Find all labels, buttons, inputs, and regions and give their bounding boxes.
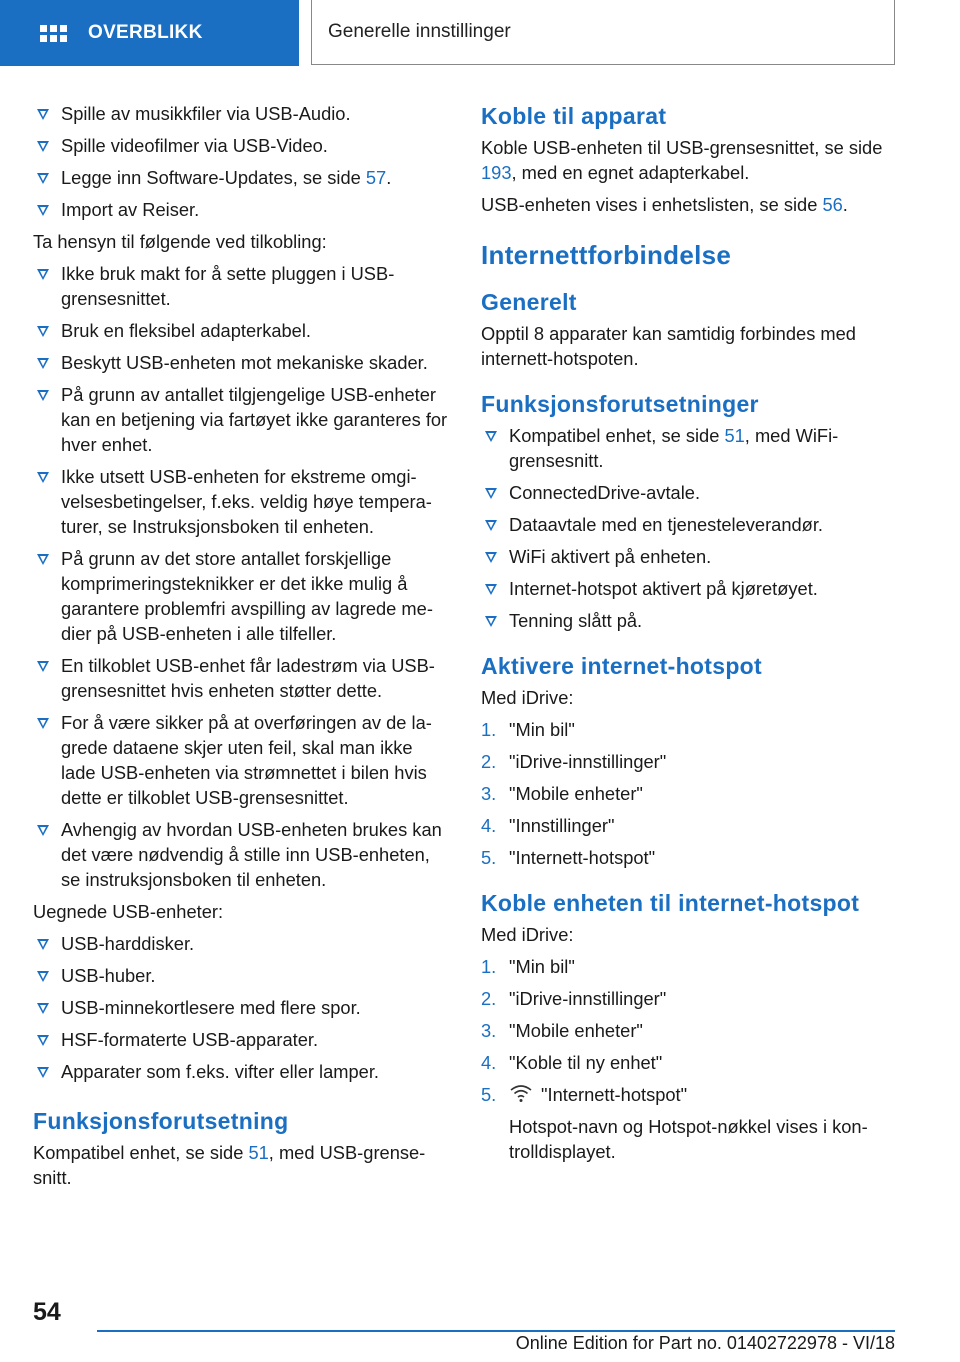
heading-internet-connection: Internettforbindelse — [481, 240, 732, 270]
list-item: Kompatibel enhet, se side 51, med WiFi-grensesnitt. — [481, 423, 901, 473]
list-item: Legge inn Software-Updates, se side 57. — [33, 165, 449, 190]
page-link[interactable]: 56 — [822, 194, 843, 215]
paragraph: Kompatibel enhet, se side 51, med USB-grensesnitt. — [33, 1142, 426, 1188]
bullet-triangle-icon — [485, 520, 497, 531]
bullet-triangle-icon — [37, 718, 49, 729]
bullet-triangle-icon — [37, 205, 49, 216]
bullet-triangle-icon — [37, 939, 49, 950]
step-item: 5. "Internett-hotspot" — [481, 847, 656, 868]
footer-divider — [97, 1330, 895, 1332]
paragraph: Opptil 8 apparater kan samtidig forbindes med internett-hotspoten. — [481, 323, 856, 369]
page-link[interactable]: 51 — [248, 1142, 269, 1163]
wifi-icon — [509, 1083, 533, 1109]
heading-connect-to-hotspot: Koble enheten til internet-hotspot — [481, 890, 860, 916]
step-item: 3. "Mobile enheter" — [481, 783, 643, 804]
section-title: Generelle innstillinger — [328, 21, 511, 42]
list-item: Beskytt USB-enheten mot mekaniske skader. — [33, 350, 449, 375]
bullet-triangle-icon — [37, 1003, 49, 1014]
list-item: Dataavtale med en tjenesteleverandør. — [481, 512, 901, 537]
bullet-triangle-icon — [37, 109, 49, 120]
step-item: 2. "iDrive-innstillinger" — [481, 751, 667, 772]
step-note: Hotspot-navn og Hotspot-nøkkel vises i kontrolldisplayet. — [509, 1116, 868, 1162]
page-number: 54 — [33, 1298, 61, 1326]
bullet-triangle-icon — [485, 616, 497, 627]
step-item: 1. "Min bil" — [481, 719, 575, 740]
list-item: WiFi aktivert på enheten. — [481, 544, 901, 569]
heading-general: Generelt — [481, 289, 577, 315]
list-item: ConnectedDrive-avtale. — [481, 480, 901, 505]
page-link[interactable]: 193 — [481, 162, 512, 183]
left-column — [33, 101, 449, 1197]
bullet-triangle-icon — [37, 358, 49, 369]
bullet-triangle-icon — [37, 661, 49, 672]
list-item: En tilkoblet USB-enhet får ladestrøm via USB-grensesnittet hvis enheten støtter dette. — [33, 653, 449, 703]
list-item: USB-minnekortlesere med flere spor. — [33, 995, 449, 1020]
list-item: Bruk en fleksibel adapterkabel. — [33, 318, 449, 343]
edition-text: Online Edition for Part no. 01402722978 - VI/18 — [515, 1333, 895, 1353]
bullet-triangle-icon — [37, 472, 49, 483]
paragraph: Med iDrive: — [481, 687, 574, 708]
step-item: 1. "Min bil" — [481, 956, 575, 977]
step-item: 4. "Koble til ny enhet" — [481, 1052, 663, 1073]
paragraph: USB-enheten vises i enhetslisten, se side 56. — [481, 194, 848, 215]
list-item: Import av Reiser. — [33, 197, 449, 222]
heading-requirements: Funksjonsforutsetninger — [481, 391, 759, 417]
list-item: USB-harddisker. — [33, 931, 449, 956]
bullet-triangle-icon — [37, 1067, 49, 1078]
grid-menu-icon — [40, 25, 67, 42]
list-item: Apparater som f.eks. vifter eller lamper. — [33, 1059, 449, 1084]
step-item: 2. "iDrive-innstillinger" — [481, 988, 667, 1009]
list-item: Ikke utsett USB-enheten for ekstreme omgivelsesbetingelser, f.eks. veldig høye temperaturer, se Instruksjonsboken til enheten. — [33, 464, 449, 539]
list-item: HSF-formaterte USB-apparater. — [33, 1027, 449, 1052]
list-item: Tenning slått på. — [481, 608, 901, 633]
heading-activate-hotspot: Aktivere internet-hotspot — [481, 653, 762, 679]
step-item: 4. "Innstillinger" — [481, 815, 615, 836]
bullet-triangle-icon — [37, 269, 49, 280]
paragraph: Med iDrive: — [481, 924, 574, 945]
page-link[interactable]: 51 — [724, 425, 745, 446]
bullet-triangle-icon — [37, 326, 49, 337]
list-item: På grunn av antallet tilgjengelige USB-enheter kan en betjening via fartøyet ikke garanteres for hver enhet. — [33, 382, 449, 457]
list-item: På grunn av det store antallet forskjellige komprimeringsteknikker er det ikke mulig å garantere problemfri avspilling av lagrede medier på USB-enheten i alle tilfeller. — [33, 546, 449, 646]
list-item: Avhengig av hvordan USB-enheten brukes kan det være nødvendig å stille inn USB-enheten, se instruksjonsboken til enheten. — [33, 817, 449, 892]
list-item: Ikke bruk makt for å sette pluggen i USB-grensesnittet. — [33, 261, 449, 311]
bullet-triangle-icon — [37, 390, 49, 401]
overview-tab[interactable] — [0, 0, 299, 66]
step-item: 3. "Mobile enheter" — [481, 1020, 643, 1041]
bullet-triangle-icon — [485, 431, 497, 442]
overview-tab-label: OVERBLIKK — [88, 22, 203, 43]
list-item: For å være sikker på at overføringen av de lagrede dataene skjer uten feil, skal man ikke lade USB-enheten via strømnettet i bilen hvis dette er tilkoblet USB-grensesnittet. — [33, 710, 449, 810]
heading-requirement: Funksjonsforutsetning — [33, 1108, 289, 1134]
bullet-triangle-icon — [37, 971, 49, 982]
page-link[interactable]: 57 — [365, 167, 387, 188]
step-item: 5. "Internett-hotspot" — [481, 1082, 901, 1109]
section-title-box — [311, 0, 895, 65]
right-column — [481, 101, 901, 1171]
bullet-triangle-icon — [485, 584, 497, 595]
bullet-triangle-icon — [485, 488, 497, 499]
paragraph: Uegnede USB-enheter: — [33, 901, 224, 922]
list-item: USB-huber. — [33, 963, 449, 988]
bullet-triangle-icon — [485, 552, 497, 563]
bullet-triangle-icon — [37, 1035, 49, 1046]
bullet-triangle-icon — [37, 554, 49, 565]
list-item: Internet-hotspot aktivert på kjøretøyet. — [481, 576, 901, 601]
bullet-triangle-icon — [37, 173, 49, 184]
bullet-triangle-icon — [37, 825, 49, 836]
paragraph: Koble USB-enheten til USB-grensesnittet, se side 193, med en egnet adapterkabel. — [481, 137, 883, 183]
bullet-triangle-icon — [37, 141, 49, 152]
list-item: Spille videofilmer via USB-Video. — [33, 133, 449, 158]
heading-connect-device: Koble til apparat — [481, 103, 667, 129]
list-item: Spille av musikkfiler via USB-Audio. — [33, 101, 449, 126]
paragraph: Ta hensyn til følgende ved tilkobling: — [33, 231, 327, 252]
